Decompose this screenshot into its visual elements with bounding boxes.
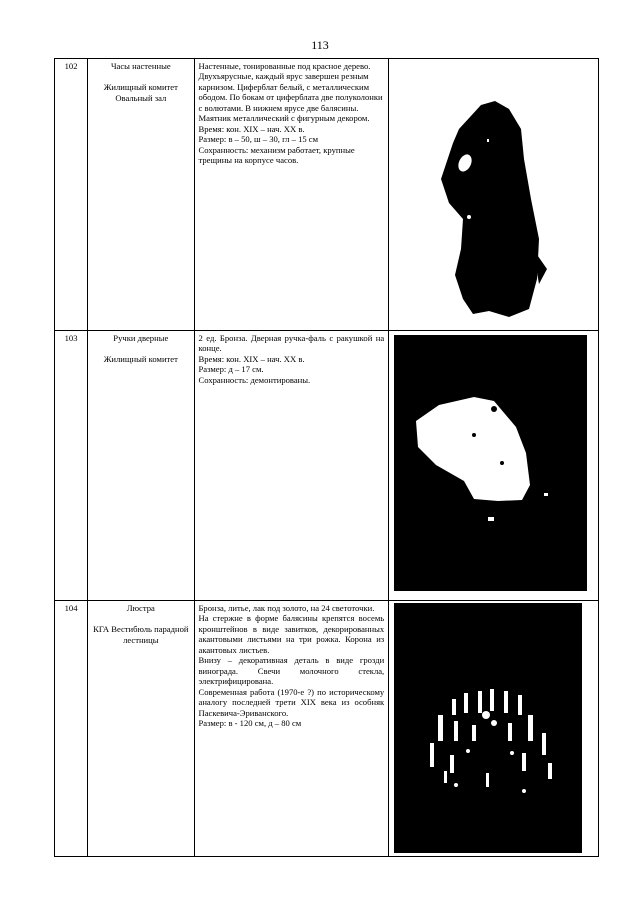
description-line: Сохранность: механизм работает, крупные трещины на корпусе часов.: [198, 144, 355, 166]
item-number: 104: [55, 601, 88, 857]
item-description: [194, 601, 389, 857]
item-location: Жилищный комитет: [103, 354, 178, 365]
description-line: Бронза, литье, лак под золото, на 24 светоточки.: [198, 603, 375, 613]
table-row: [55, 59, 599, 331]
description-line: На стержне в форме балясины крепятся восемь кронштейнов в виде завитков, декорированных акантовыми листьями на три рожка. Корона из акантовых листьев.: [198, 613, 385, 655]
item-number: 102: [55, 59, 88, 331]
description-line: Современная работа (1970-е ?) по историческому аналогу последней трети XIX века из особняк Паскевича-Эриванского.: [198, 686, 385, 718]
chandelier-photo: [394, 603, 582, 853]
inventory-table: [54, 58, 599, 857]
door-handle-photo: [394, 335, 587, 591]
description-line: Внизу – декоративная деталь в виде грозди винограда. Свечи молочного стекла, электрифицирована.: [198, 655, 385, 687]
item-name-cell: [88, 59, 194, 331]
description-line: 2 ед. Бронза. Дверная ручка-фаль с ракушкой на конце.: [198, 333, 385, 354]
item-image-cell: [389, 59, 599, 331]
clock-photo: [429, 99, 549, 319]
item-location: КГА Вестибюль парадной лестницы: [93, 624, 189, 645]
item-title: Часы настенные: [110, 61, 171, 71]
item-image-cell: [389, 331, 599, 601]
description-line: Настенные, тонированные под красное дерево. Двухъярусные, каждый ярус завершен резным карнизом. Циферблат белый, с металлическим ободом. По бокам от циферблата две полуколонки с волютами. В нижнем ярусе две балясины. Маятник металлический с фигурным декором.: [198, 61, 383, 124]
table-row: [55, 601, 599, 857]
description-line: Размер: д – 17 см.: [198, 364, 264, 375]
item-number: 103: [55, 331, 88, 601]
item-name-cell: [88, 331, 194, 601]
page-number: 113: [311, 38, 329, 52]
item-description: [194, 331, 389, 601]
item-image-cell: [389, 601, 599, 857]
description-line: Размер: в – 50, ш – 30, гл – 15 см: [198, 134, 319, 145]
item-location: Жилищный комитет Овальный зал: [103, 82, 178, 103]
item-title: Люстра: [126, 603, 155, 613]
description-line: Время: кон. XIX – нач. XX в.: [198, 123, 305, 134]
item-title: Ручки дверные: [113, 333, 169, 343]
description-line: Время: кон. XIX – нач. XX в.: [198, 353, 305, 364]
description-line: Размер: в - 120 см, д – 80 см: [198, 718, 302, 729]
table-row: [55, 331, 599, 601]
description-line: Сохранность: демонтированы.: [198, 374, 311, 385]
item-description: [194, 59, 389, 331]
item-name-cell: [88, 601, 194, 857]
